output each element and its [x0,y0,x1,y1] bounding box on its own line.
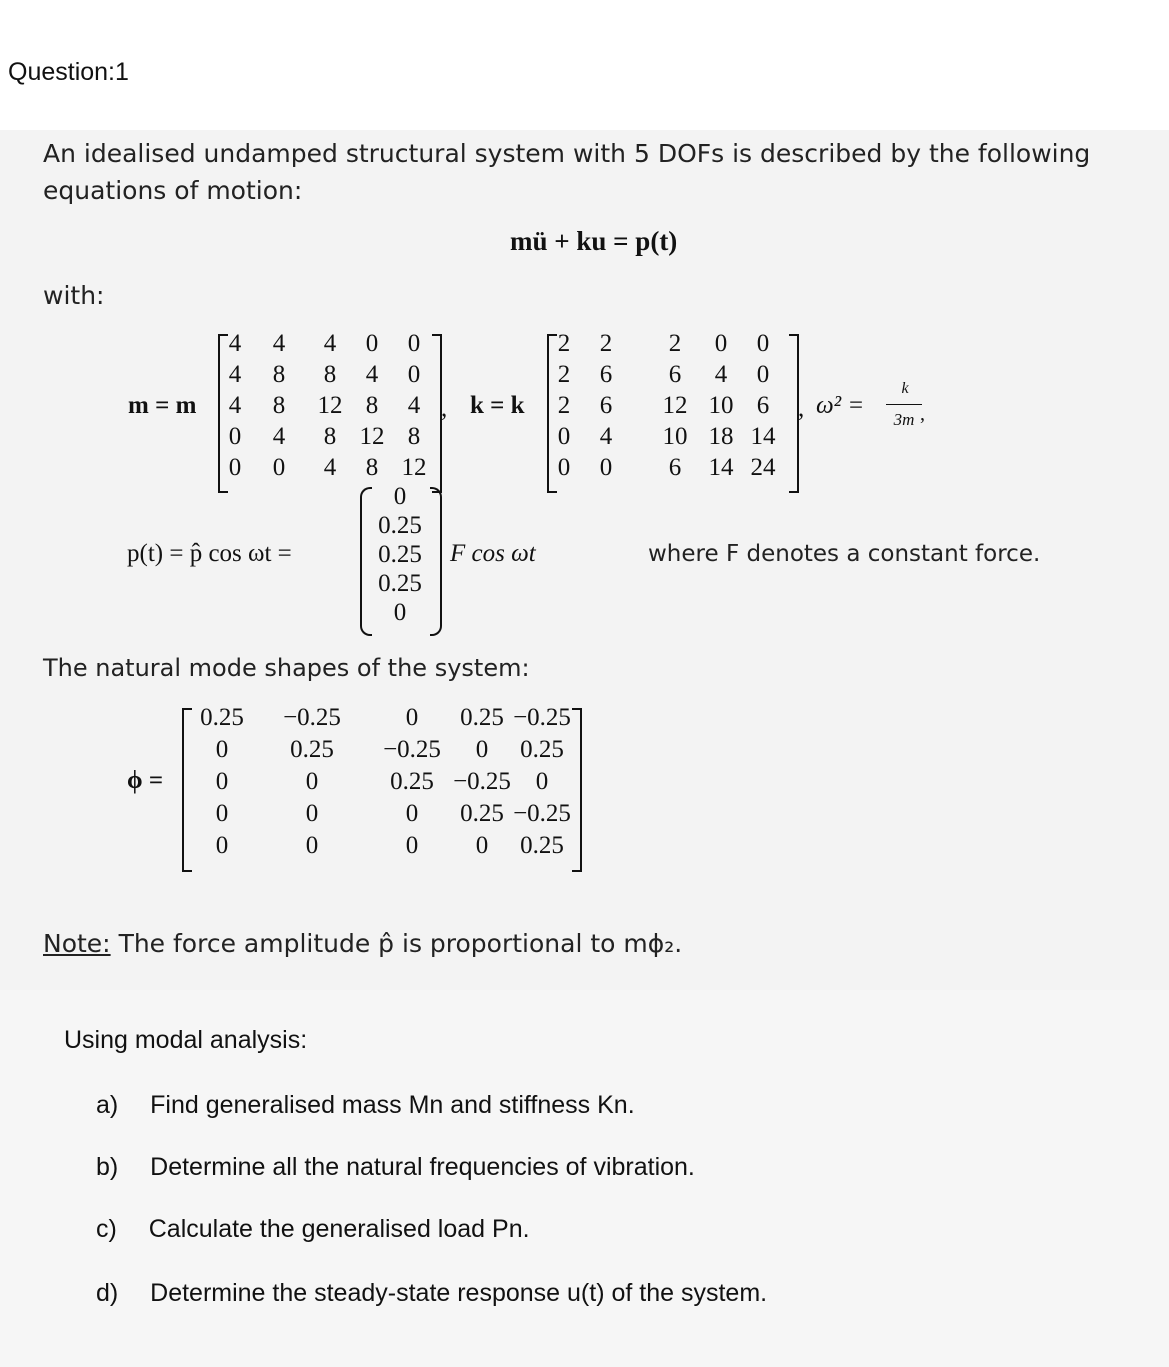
phi-matrix-cell: 0 [215,768,229,795]
phi-matrix-right-bracket [572,708,582,872]
mass-matrix-cell: 8 [407,423,421,450]
phi-matrix-cell: 0 [475,736,489,763]
mass-matrix-cell: 0 [407,361,421,388]
mass-matrix-lhs [128,392,196,420]
part-b [96,1153,695,1182]
phi-matrix-cell: 0 [405,832,419,859]
stiffness-matrix-cell: 0 [599,454,613,481]
mass-matrix-cell: 12 [317,392,343,419]
stiffness-matrix-cell: 2 [668,330,682,357]
part-a-text: Find generalised mass Mn and stiffness Kn. [150,1091,635,1119]
phi-matrix-cell: 0.25 [460,704,504,731]
phi-matrix-cell: 0 [305,800,319,827]
phi-matrix-cell: 0 [215,832,229,859]
stiffness-matrix-cell: 0 [756,361,770,388]
phi-matrix-cell: 0.25 [200,704,244,731]
phi-matrix-cell: 0 [215,736,229,763]
mass-matrix-cell: 0 [365,330,379,357]
mass-matrix-cell: 8 [323,361,337,388]
omega-denominator: 3m [893,410,915,429]
stiffness-matrix-cell: 2 [557,330,571,357]
stiffness-matrix-cell: 6 [599,361,613,388]
mass-matrix-cell: 4 [228,392,242,419]
stiffness-matrix-cell: 10 [708,392,734,419]
stiffness-matrix-cell: 14 [750,423,776,450]
stiffness-matrix-cell: 2 [557,392,571,419]
part-a-letter: a) [96,1091,119,1119]
using-label: Using modal analysis: [64,1026,308,1054]
load-vector-cell: 0.25 [378,512,422,539]
stiffness-matrix-lhs: k = k [470,392,525,419]
stiffness-matrix-cell: 2 [599,330,613,357]
part-b-text: Determine all the natural frequencies of vibration. [150,1153,695,1181]
part-d-letter: d) [96,1279,119,1307]
stiffness-matrix-cell: 6 [668,361,682,388]
part-c-text: Calculate the generalised load Pn. [148,1215,530,1243]
stiffness-matrix-cell: 0 [557,423,571,450]
stiffness-matrix-cell: 0 [756,330,770,357]
phi-matrix-cell: 0.25 [290,736,334,763]
omega-lhs: ω² = [816,392,865,419]
mass-matrix-cell: 4 [228,330,242,357]
mass-matrix-cell: 8 [323,423,337,450]
load-vector-cell: 0 [393,599,407,626]
intro-text: An idealised undamped structural system with 5 DOFs is described by the following equations of motion: [43,139,1091,205]
mass-matrix-lhs-text: m = m [128,392,197,419]
phi-matrix-cell: 0 [215,800,229,827]
load-rhs: F cos ωt [450,540,536,567]
equation-of-motion: mü + ku = p(t) [510,226,678,256]
phi-matrix-cell: 0.25 [520,736,564,763]
stiffness-matrix-cell: 6 [756,392,770,419]
stiffness-matrix-cell: 18 [708,423,734,450]
phi-matrix-cell: 0 [305,768,319,795]
note-text: The force amplitude p̂ is proportional to mϕ₂. [118,929,683,958]
phi-matrix-left-bracket [182,708,192,872]
phi-matrix-cell: 0.25 [520,832,564,859]
stiffness-matrix-cell: 6 [668,454,682,481]
phi-matrix-cell: −0.25 [513,704,571,731]
part-c-letter: c) [96,1215,117,1243]
mass-matrix-cell: 0 [228,423,242,450]
stiffness-matrix-cell: 4 [599,423,613,450]
mass-matrix-cell: 4 [407,392,421,419]
phi-matrix-cell: −0.25 [383,736,441,763]
mass-matrix-cell: 8 [272,392,286,419]
phi-matrix-cell: 0 [475,832,489,859]
stiffness-matrix-cell: 14 [708,454,734,481]
load-description: where F denotes a constant force. [648,541,1041,567]
part-c [96,1215,530,1244]
with-label: with: [43,281,105,310]
phi-matrix-cell: 0 [405,800,419,827]
mass-matrix-cell: 4 [365,361,379,388]
mass-matrix-cell: 4 [323,454,337,481]
comma-3: , [920,403,925,425]
stiffness-matrix-cell: 12 [662,392,688,419]
note [43,929,682,958]
modes-heading: The natural mode shapes of the system: [43,654,530,682]
mass-matrix-cell: 8 [272,361,286,388]
mass-matrix-cell: 0 [407,330,421,357]
phi-matrix-cell: −0.25 [513,800,571,827]
phi-lhs: ϕ = [127,767,164,794]
phi-matrix-cell: 0.25 [460,800,504,827]
note-label: Note: [43,929,111,958]
stiffness-matrix-cell: 24 [750,454,776,481]
load-vector-cell: 0 [393,483,407,510]
phi-matrix-cell: 0 [305,832,319,859]
stiffness-matrix-cell: 6 [599,392,613,419]
part-d-text: Determine the steady-state response u(t) of the system. [150,1279,768,1307]
comma-2: , [798,395,805,422]
stiffness-matrix-cell: 0 [557,454,571,481]
phi-matrix-cell: 0 [535,768,549,795]
stiffness-matrix-cell: 2 [557,361,571,388]
stiffness-matrix-cell: 0 [714,330,728,357]
comma-1: , [441,395,448,422]
part-a [96,1091,635,1120]
omega-numerator: k [901,380,909,397]
phi-matrix-cell: 0 [405,704,419,731]
load-vector-cell: 0.25 [378,570,422,597]
mass-matrix-cell: 12 [359,423,385,450]
mass-matrix-cell: 0 [228,454,242,481]
load-lhs: p(t) = p̂ cos ωt = [127,540,292,567]
mass-matrix-cell: 12 [401,454,427,481]
mass-matrix-cell: 4 [323,330,337,357]
mass-matrix-cell: 8 [365,392,379,419]
stiffness-matrix-cell: 10 [662,423,688,450]
stiffness-matrix-cell: 4 [714,361,728,388]
phi-matrix-cell: −0.25 [453,768,511,795]
mass-matrix-cell: 0 [272,454,286,481]
mass-matrix-cell: 8 [365,454,379,481]
phi-matrix-cell: −0.25 [283,704,341,731]
part-d [96,1279,767,1308]
fraction-bar [886,404,922,405]
mass-matrix-cell: 4 [272,330,286,357]
question-title: Question:1 [8,58,129,86]
mass-matrix-cell: 4 [228,361,242,388]
header-band [0,0,1169,130]
part-b-letter: b) [96,1153,119,1181]
load-vector-cell: 0.25 [378,541,422,568]
phi-matrix-cell: 0.25 [390,768,434,795]
mass-matrix-cell: 4 [272,423,286,450]
